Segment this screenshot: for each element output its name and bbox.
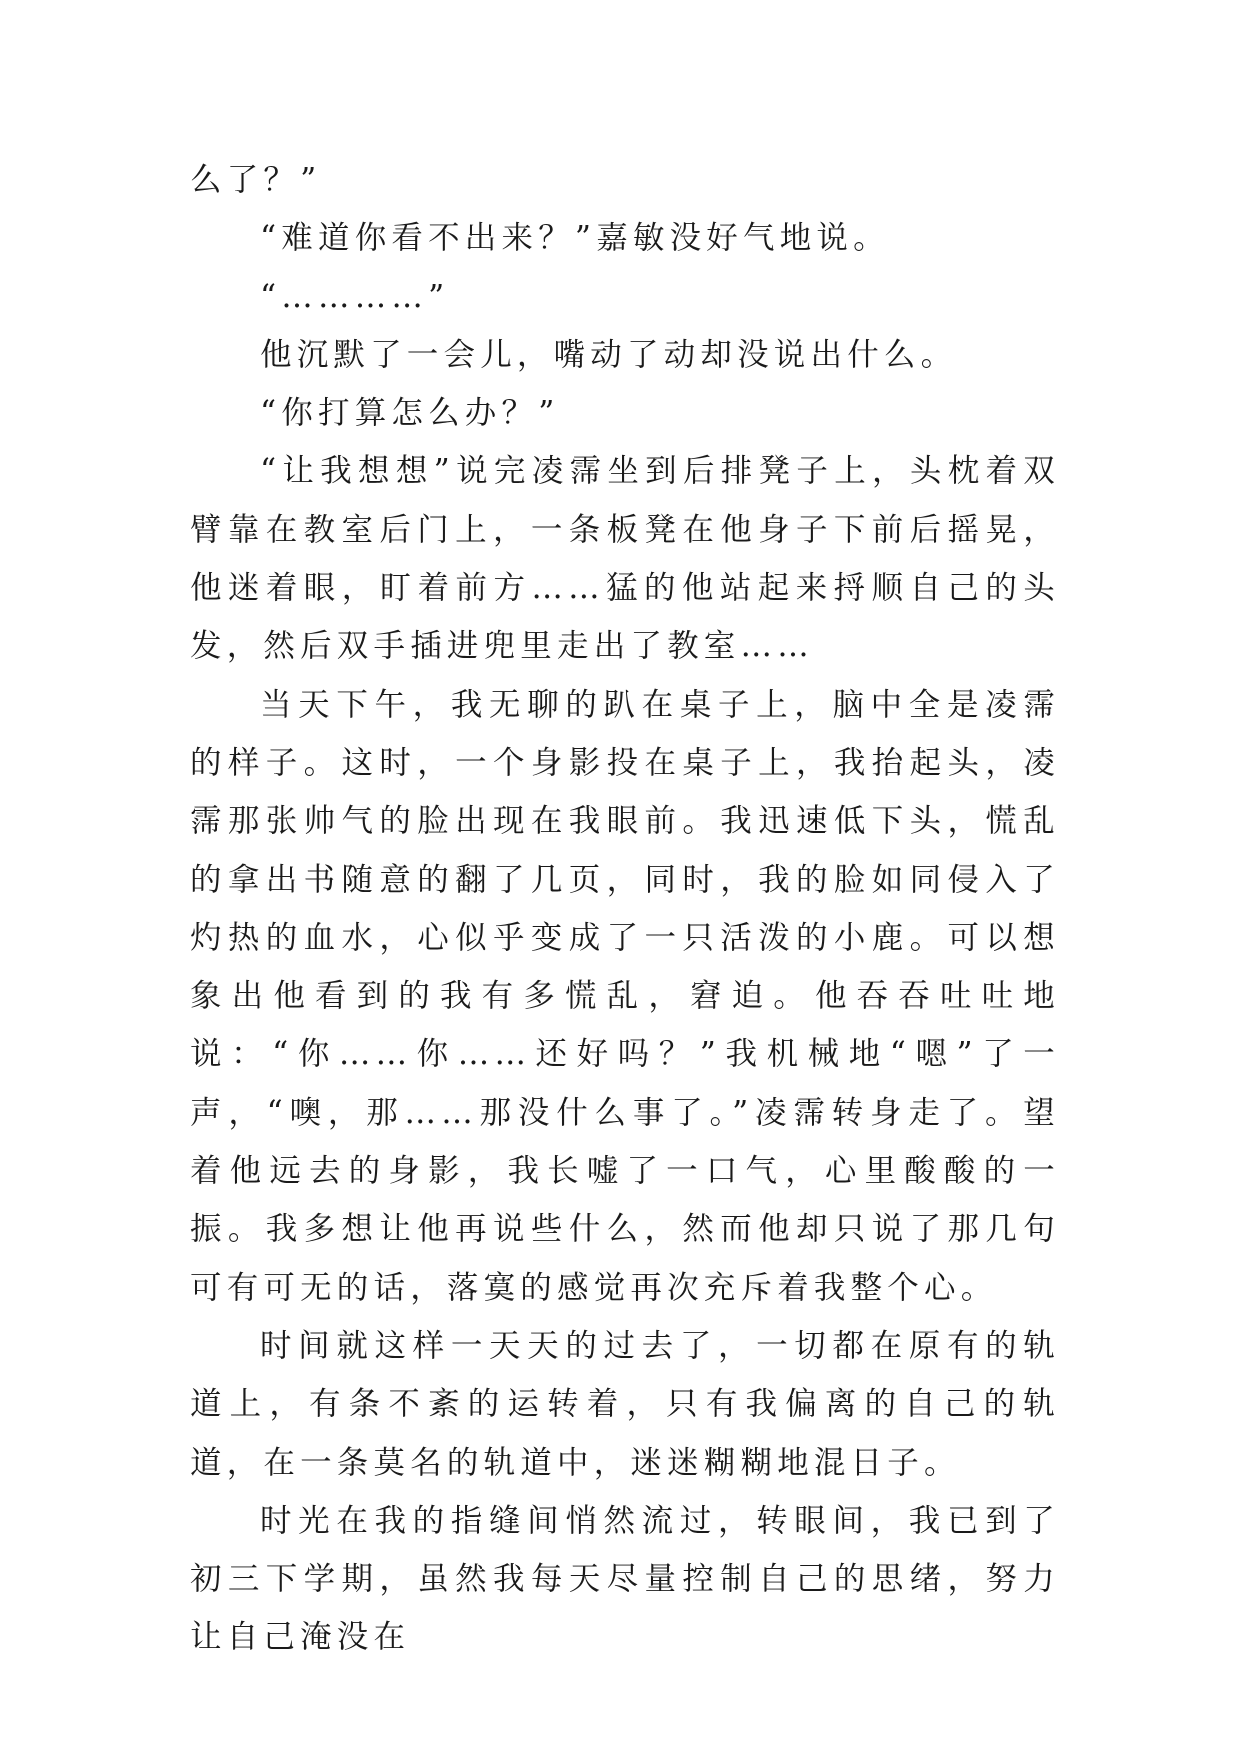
paragraph: 时光在我的指缝间悄然流过，转眼间，我已到了初三下学期，虽然我每天尽量控制自己的思绪，努力让自己淹没在 bbox=[190, 1502, 1060, 1656]
paragraph: “让我想想”说完凌霈坐到后排凳子上，头枕着双臂靠在教室后门上，一条板凳在他身子下前后摇晃，他迷着眼，盯着前方……猛的他站起来捋顺自己的头发，然后双手插进兜里走出了教室…… bbox=[190, 453, 1060, 665]
paragraph: 么了？” bbox=[190, 162, 322, 198]
paragraph: 当天下午，我无聊的趴在桌子上，脑中全是凌霈的样子。这时，一个身影投在桌子上，我抬起头，凌霈那张帅气的脸出现在我眼前。我迅速低下头，慌乱的拿出书随意的翻了几页，同时，我的脸如同侵入了灼热的血水，心似乎变成了一只活泼的小鹿。可以想象出他看到的我有多慌乱，窘迫。他吞吞吐吐地说：“你……你……还好吗？”我机械地“嗯”了一声，“噢，那……那没什么事了。”凌霈转身走了。望着他远去的身影，我长嘘了一口气，心里酸酸的一振。我多想让他再说些什么，然而他却只说了那几句可有可无的话，落寞的感觉再次充斥着我整个心。 bbox=[190, 686, 1060, 1306]
body-text bbox=[190, 151, 1060, 1667]
paragraph: “你打算怎么办？” bbox=[260, 395, 560, 432]
paragraph: 他沉默了一会儿，嘴动了动却没说出什么。 bbox=[260, 336, 958, 373]
paragraph: “…………” bbox=[260, 278, 450, 315]
paragraph: 时间就这样一天天的过去了，一切都在原有的轨道上，有条不紊的运转着，只有我偏离的自己的轨道，在一条莫名的轨道中，迷迷糊糊地混日子。 bbox=[190, 1327, 1060, 1481]
paragraph: “难道你看不出来？”嘉敏没好气地说。 bbox=[260, 220, 890, 257]
